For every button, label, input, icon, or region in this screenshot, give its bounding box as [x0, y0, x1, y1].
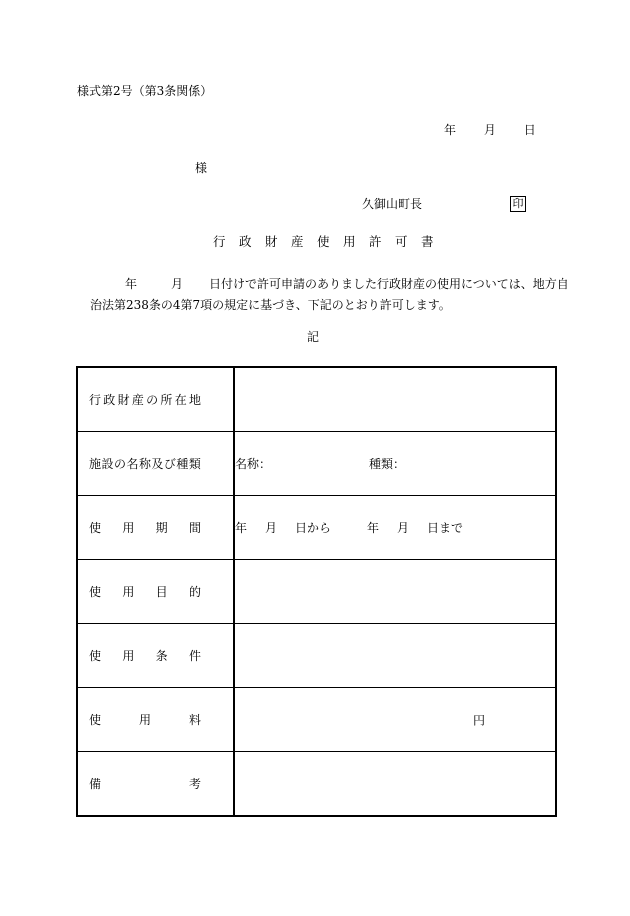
label-char: 用: [122, 585, 135, 599]
from-month: 月: [265, 521, 278, 535]
date-month-label: 月: [483, 123, 496, 137]
row-label-cell: [77, 367, 234, 432]
label-char: び: [163, 457, 176, 471]
purpose-value[interactable]: [234, 560, 556, 624]
label-char: 用: [138, 713, 151, 727]
label-char: 的: [188, 585, 201, 599]
table-row: [77, 688, 556, 752]
name-label: 名称：: [235, 457, 272, 471]
label-char: 類: [188, 457, 201, 471]
issue-date: [444, 124, 536, 136]
label-char: 条: [155, 649, 168, 663]
conditions-label: [89, 647, 201, 664]
date-year-label: 年: [444, 123, 457, 137]
label-char: の: [113, 457, 126, 471]
label-char: 目: [155, 585, 168, 599]
label-char: 行: [89, 393, 102, 407]
kind-label: 種類：: [369, 457, 406, 471]
location-value[interactable]: [234, 367, 556, 432]
fee-value[interactable]: [234, 688, 556, 752]
label-char: 考: [188, 777, 201, 791]
label-char: 種: [176, 457, 189, 471]
label-char: 施: [89, 457, 102, 471]
label-char: 設: [101, 457, 114, 471]
addressee-suffix: 様: [195, 161, 208, 175]
label-char: 期: [155, 521, 168, 535]
body-line-1-text: 日付けで許可申請のありました行政財産の使用については、地方自: [209, 277, 569, 291]
location-label: [89, 391, 201, 408]
from-year: 年: [235, 521, 248, 535]
label-char: 用: [122, 521, 135, 535]
row-label-cell: [77, 560, 234, 624]
body-paragraph: [90, 274, 569, 316]
label-char: 財: [117, 393, 130, 407]
from-day: 日から: [295, 521, 332, 535]
label-char: 間: [188, 521, 201, 535]
period-label: [89, 519, 201, 536]
label-char: 使: [89, 713, 102, 727]
seal-stamp: 印: [510, 196, 526, 212]
label-char: 及: [151, 457, 164, 471]
label-char: 料: [188, 713, 201, 727]
body-year: 年: [125, 277, 138, 291]
purpose-label: [89, 583, 201, 600]
body-line-1: [90, 274, 569, 295]
row-label-cell: [77, 688, 234, 752]
remarks-value[interactable]: [234, 752, 556, 817]
table-row: [77, 560, 556, 624]
row-label-cell: [77, 624, 234, 688]
issuer-title: 久御山町長: [362, 197, 423, 211]
table-row: [77, 752, 556, 817]
permit-table: [76, 366, 557, 817]
label-char: 備: [89, 777, 102, 791]
label-char: 件: [188, 649, 201, 663]
remarks-label: [89, 775, 201, 792]
row-label-cell: [77, 432, 234, 496]
fee-label: [89, 711, 201, 728]
table-row: [77, 432, 556, 496]
label-char: 使: [89, 521, 102, 535]
form-number: 様式第2号（第3条関係）: [77, 84, 213, 98]
row-label-cell: [77, 496, 234, 560]
label-char: 称: [138, 457, 151, 471]
label-char: 在: [174, 393, 187, 407]
to-year: 年: [367, 521, 380, 535]
facility-label: [89, 455, 201, 472]
document-title: 行政財産使用許可書: [213, 234, 448, 249]
label-char: 産: [131, 393, 144, 407]
label-char: 所: [160, 393, 173, 407]
label-char: 使: [89, 585, 102, 599]
table-row: [77, 624, 556, 688]
to-day: 日まで: [427, 521, 464, 535]
label-char: の: [146, 393, 159, 407]
conditions-value[interactable]: [234, 624, 556, 688]
yen-unit: 円: [472, 713, 485, 727]
body-month: 月: [171, 277, 184, 291]
label-char: 用: [122, 649, 135, 663]
date-day-label: 日: [523, 123, 536, 137]
table-row: [77, 496, 556, 560]
period-value[interactable]: [234, 496, 556, 560]
table-row: [77, 367, 556, 432]
label-char: 使: [89, 649, 102, 663]
to-month: 月: [397, 521, 410, 535]
ki-label: 記: [307, 330, 320, 344]
label-char: 政: [103, 393, 116, 407]
label-char: 名: [126, 457, 139, 471]
label-char: 地: [188, 393, 201, 407]
row-label-cell: [77, 752, 234, 817]
facility-value[interactable]: [234, 432, 556, 496]
body-line-2: 治法第238条の4第7項の規定に基づき、下記のとおり許可します。: [90, 298, 451, 312]
